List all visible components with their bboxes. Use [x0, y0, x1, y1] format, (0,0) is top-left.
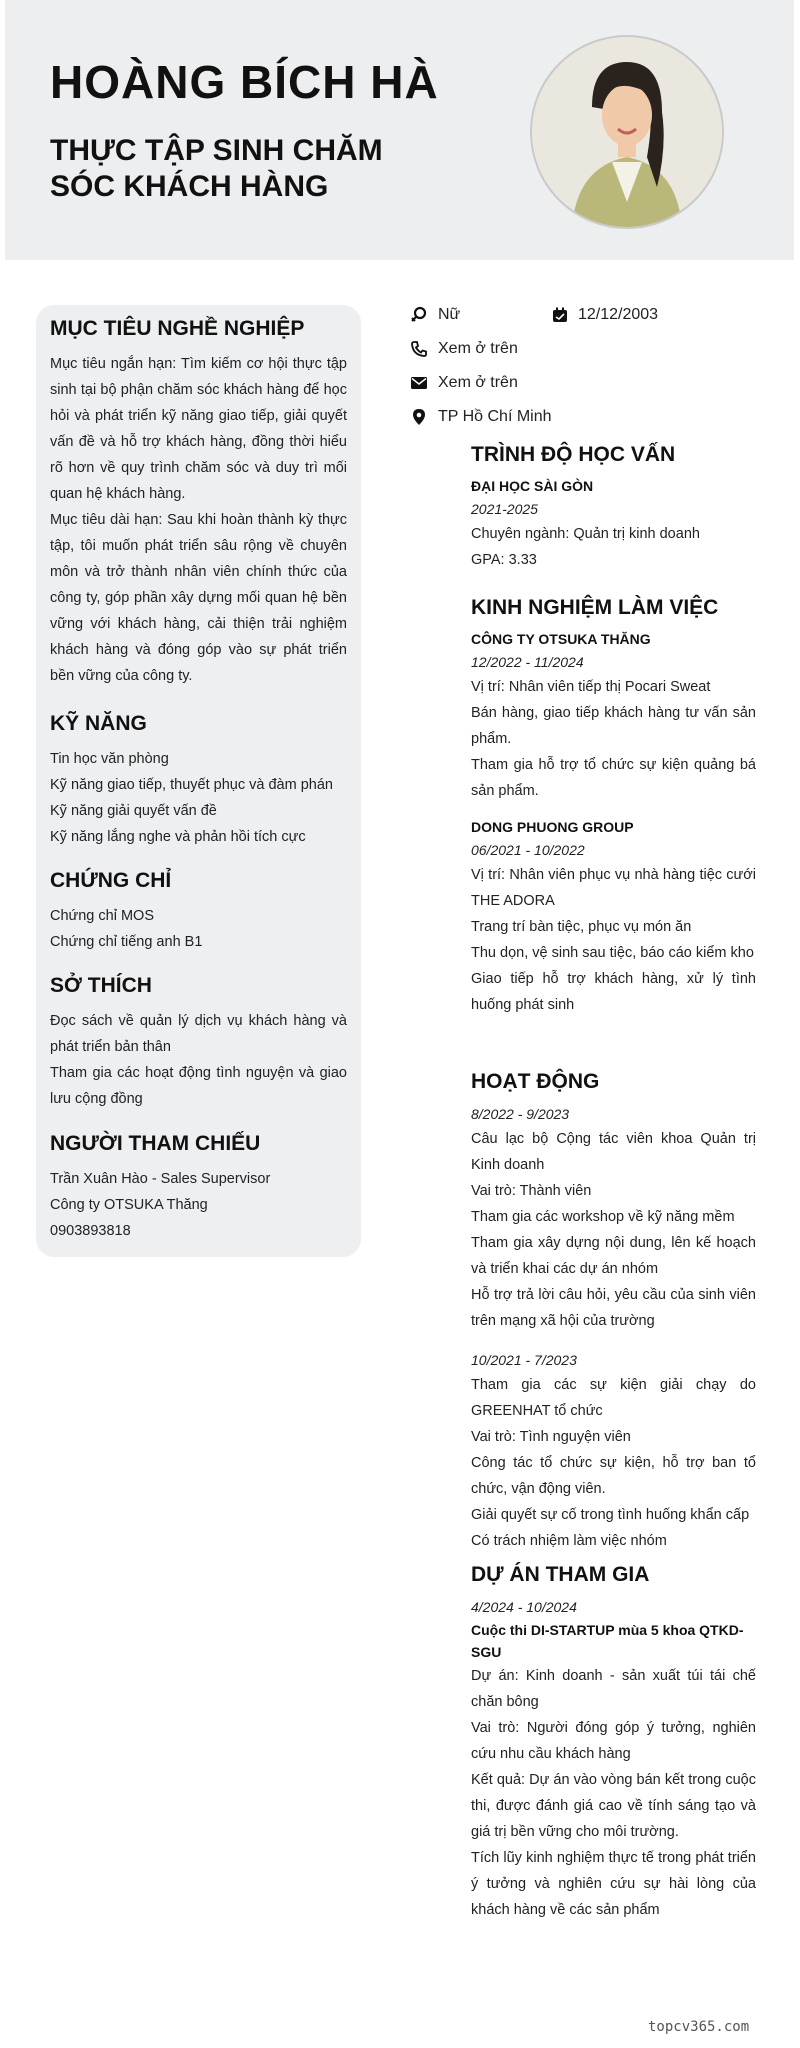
projects-section [471, 1563, 756, 1923]
experience-heading: KINH NGHIỆM LÀM VIỆC [471, 596, 719, 619]
activities-section [471, 1070, 756, 1554]
education-period: 2021-2025 [471, 501, 538, 517]
activity-detail: Tham gia xây dựng nội dung, lên kế hoạch và triển khai các dự án nhóm [471, 1235, 756, 1277]
hobby-item: Đọc sách về quản lý dịch vụ khách hàng và phát triển bản thân [50, 1013, 347, 1055]
reference-item: Trần Xuân Hào - Sales Supervisor [50, 1171, 271, 1187]
certificate-item: Chứng chỉ MOS [50, 908, 154, 924]
avatar [530, 35, 724, 229]
objective-long-term: Mục tiêu dài hạn: Sau khi hoàn thành kỳ thực tập, tôi muốn phát triển sâu rộng về chuyên môn và trở thành nhân viên chính thức của công ty, góp phần xây dựng mối quan hệ bền vững với khách hàng, cải thiện trải nghiệm khách hàng và đóng góp vào sự phát triển bền vững của công ty. [50, 512, 347, 684]
references-section [50, 1132, 347, 1244]
job-detail: Trang trí bàn tiệc, phục vụ món ăn [471, 919, 692, 935]
project-period: 4/2024 - 10/2024 [471, 1599, 577, 1615]
hobby-item: Tham gia các hoạt động tình nguyện và giao lưu cộng đồng [50, 1065, 347, 1107]
email-info [410, 374, 518, 392]
company-name: CÔNG TY OTSUKA THĂNG [471, 631, 651, 647]
projects-heading: DỰ ÁN THAM GIA [471, 1563, 650, 1586]
activity-detail: Câu lạc bộ Cộng tác viên khoa Quản trị Kinh doanh [471, 1131, 756, 1173]
hobbies-heading: SỞ THÍCH [50, 974, 152, 997]
calendar-icon [552, 307, 568, 323]
education-section [471, 443, 756, 573]
skills-section [50, 712, 347, 850]
email-icon [410, 374, 428, 392]
education-heading: TRÌNH ĐỘ HỌC VẤN [471, 443, 676, 466]
activity-detail: Giải quyết sự cố trong tình huống khẩn cấp [471, 1507, 750, 1523]
portrait-illustration [532, 37, 722, 227]
job-detail: Vị trí: Nhân viên phục vụ nhà hàng tiệc cưới THE ADORA [471, 867, 756, 909]
address-value: TP Hồ Chí Minh [438, 408, 552, 425]
job-detail: Giao tiếp hỗ trợ khách hàng, xử lý tình huống phát sinh [471, 971, 756, 1013]
reference-item: Công ty OTSUKA Thăng [50, 1197, 208, 1213]
certificate-item: Chứng chỉ tiếng anh B1 [50, 934, 203, 950]
gender-info [410, 306, 460, 324]
activity-detail: Vai trò: Thành viên [471, 1183, 592, 1199]
education-major: Chuyên ngành: Quản trị kinh doanh [471, 526, 700, 542]
phone-icon [410, 340, 428, 358]
job-detail: Vị trí: Nhân viên tiếp thị Pocari Sweat [471, 679, 711, 695]
job-period: 06/2021 - 10/2022 [471, 842, 585, 858]
project-detail: Tích lũy kinh nghiệm thực tế trong phát triển ý tưởng và nghiên cứu sự hài lòng của khách hàng về các sản phẩm [471, 1850, 756, 1918]
certificates-section [50, 869, 347, 955]
project-detail: Vai trò: Người đóng góp ý tưởng, nghiên cứu nhu cầu khách hàng [471, 1720, 756, 1762]
birthday-value: 12/12/2003 [578, 306, 659, 323]
activities-heading: HOẠT ĐỘNG [471, 1070, 600, 1093]
skills-heading: KỸ NĂNG [50, 712, 147, 735]
school-name: ĐẠI HỌC SÀI GÒN [471, 478, 594, 494]
activity-detail: Có trách nhiệm làm việc nhóm [471, 1533, 667, 1549]
education-gpa: GPA: 3.33 [471, 552, 537, 568]
activity-detail: Vai trò: Tình nguyện viên [471, 1429, 631, 1445]
project-name: Cuộc thi DI-STARTUP mùa 5 khoa QTKD-SGU [471, 1622, 744, 1660]
experience-section [471, 596, 756, 1018]
skill-item: Tin học văn phòng [50, 751, 169, 767]
job-detail: Tham gia hỗ trợ tổ chức sự kiện quảng bá sản phẩm. [471, 757, 756, 799]
watermark: topcv365.com [648, 2019, 750, 2035]
objective-heading: MỤC TIÊU NGHỀ NGHIỆP [50, 317, 305, 340]
gender-icon [410, 306, 428, 324]
address-info [410, 408, 552, 426]
gender-value: Nữ [438, 306, 461, 323]
hobbies-section [50, 974, 347, 1112]
location-pin-icon [410, 408, 428, 426]
activity-period: 10/2021 - 7/2023 [471, 1352, 577, 1368]
project-detail: Kết quả: Dự án vào vòng bán kết trong cuộc thi, được đánh giá cao về tính sáng tạo và giá trị bền vững cho môi trường. [471, 1772, 756, 1840]
job-period: 12/2022 - 11/2024 [471, 654, 584, 670]
references-heading: NGƯỜI THAM CHIẾU [50, 1132, 261, 1155]
skill-item: Kỹ năng lắng nghe và phản hồi tích cực [50, 829, 306, 845]
company-name: DONG PHUONG GROUP [471, 819, 634, 835]
activity-detail: Tham gia các sự kiện giải chạy do GREENHAT tổ chức [471, 1377, 756, 1419]
objective-section [50, 317, 347, 689]
cv-header [5, 0, 794, 260]
skill-item: Kỹ năng giải quyết vấn đề [50, 803, 217, 819]
birthday-info [552, 306, 658, 324]
certificates-heading: CHỨNG CHỈ [50, 869, 172, 892]
activity-detail: Tham gia các workshop về kỹ năng mềm [471, 1209, 735, 1225]
job-detail: Thu dọn, vệ sinh sau tiệc, báo cáo kiểm kho [471, 945, 754, 961]
skill-item: Kỹ năng giao tiếp, thuyết phục và đàm phán [50, 777, 333, 793]
email-value: Xem ở trên [438, 374, 518, 391]
job-detail: Bán hàng, giao tiếp khách hàng tư vấn sản phẩm. [471, 705, 756, 747]
activity-detail: Hỗ trợ trả lời câu hỏi, yêu cầu của sinh viên trên mạng xã hội của trường [471, 1287, 756, 1329]
reference-item: 0903893818 [50, 1223, 131, 1239]
phone-info [410, 340, 518, 358]
activity-period: 8/2022 - 9/2023 [471, 1106, 570, 1122]
phone-value: Xem ở trên [438, 340, 518, 357]
candidate-name: HOÀNG BÍCH HÀ [50, 56, 439, 108]
job-title: THỰC TẬP SINH CHĂM SÓC KHÁCH HÀNG [50, 134, 383, 203]
project-detail: Dự án: Kinh doanh - sản xuất túi tái chế chăn bông [471, 1668, 756, 1710]
objective-short-term: Mục tiêu ngắn hạn: Tìm kiếm cơ hội thực tập sinh tại bộ phận chăm sóc khách hàng để học hỏi và phát triển kỹ năng giao tiếp, giải quyết vấn đề và hỗ trợ khách hàng, đồng thời hiểu rõ hơn về quy trình chăm sóc và duy trì mối quan hệ khách hàng. [50, 356, 347, 502]
activity-detail: Công tác tổ chức sự kiện, hỗ trợ ban tổ chức, vận động viên. [471, 1455, 756, 1497]
